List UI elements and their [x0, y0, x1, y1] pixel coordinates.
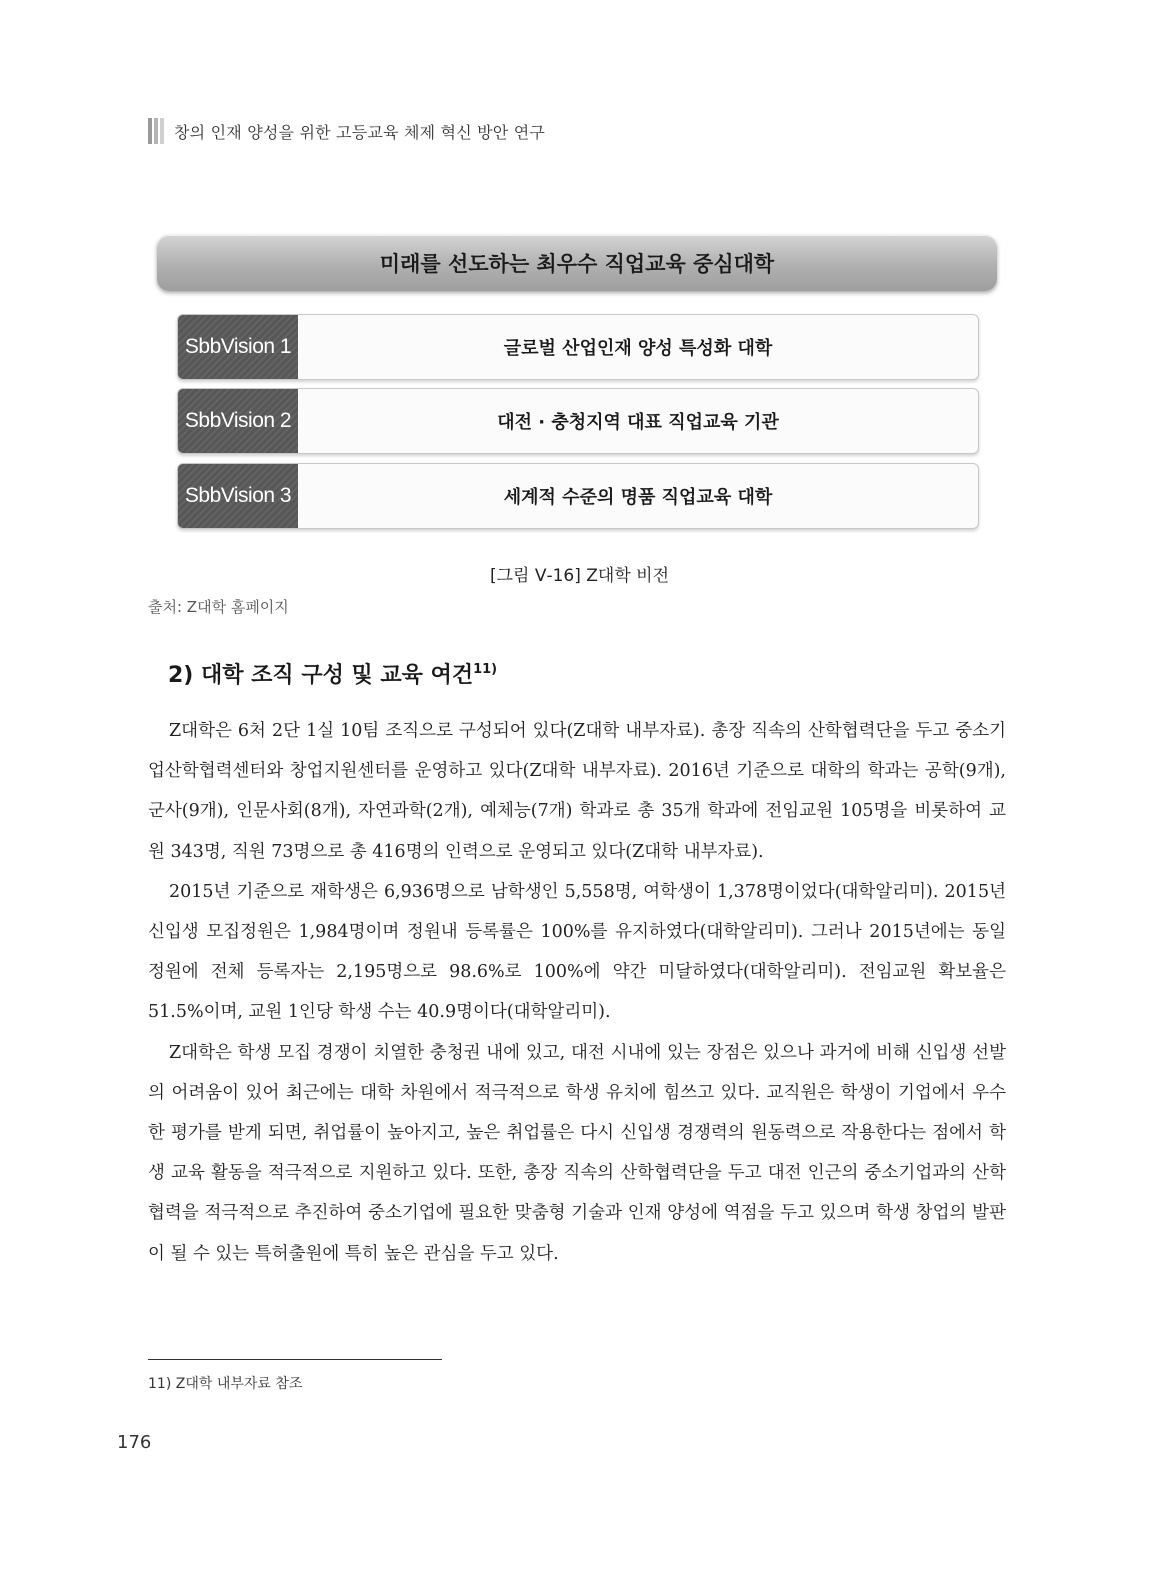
figure-source: 출처: Z대학 홈페이지 — [148, 598, 289, 616]
vision-text: 세계적 수준의 명품 직업교육 대학 — [503, 487, 773, 508]
header-bars-icon — [148, 118, 164, 144]
vision-row-1 — [177, 314, 979, 380]
page-number: 176 — [117, 1432, 152, 1453]
figure-main-title: 미래를 선도하는 최우수 직업교육 중심대학 — [157, 235, 997, 291]
footnote-divider — [148, 1359, 442, 1360]
vision-badge: SbbVision 3 — [178, 464, 298, 528]
vision-row-3 — [177, 463, 979, 529]
section-heading-text: 2) 대학 조직 구성 및 교육 여건 — [168, 663, 474, 688]
footnote: 11) Z대학 내부자료 참조 — [148, 1376, 303, 1392]
body-text — [148, 711, 1006, 1274]
figure-caption: [그림 Ⅴ-16] Z대학 비전 — [489, 566, 670, 586]
vision-text: 글로벌 산업인재 양성 특성화 대학 — [503, 338, 773, 359]
vision-badge: SbbVision 2 — [178, 389, 298, 453]
section-heading — [168, 658, 497, 689]
running-head-title: 창의 인재 양성을 위한 고등교육 체제 혁신 방안 연구 — [174, 122, 546, 142]
footnote-marker: 11) — [473, 662, 498, 677]
body-paragraph: 2015년 기준으로 재학생은 6,936명으로 남학생인 5,558명, 여학생이 1,378명이었다(대학알리미). 2015년 신입생 모집정원은 1,984명이며 정원내 등록률은 100%를 유지하였다(대학알리미). 그러나 2015년에는 동일 정원에 전체 등록자는 2,195명으로 98.6%로 100%에 약간 미달하였다(대학알리미). 전임교원 확보율은 51.5%이며, 교원 1인당 학생 수는 40.9명이다(대학알리미). — [148, 881, 1006, 1023]
vision-text: 대전 · 충청지역 대표 직업교육 기관 — [497, 412, 779, 433]
body-paragraph: Z대학은 학생 모집 경쟁이 치열한 충청권 내에 있고, 대전 시내에 있는 장점은 있으나 과거에 비해 신입생 선발의 어려움이 있어 최근에는 대학 차원에서 적극적으로 학생 유치에 힘쓰고 있다. 교직원은 학생이 기업에서 우수한 평가를 받게 되면, 취업률이 높아지고, 높은 취업률은 다시 신입생 경쟁력의 원동력으로 작용한다는 점에서 학생 교육 활동을 적극적으로 지원하고 있다. 또한, 총장 직속의 산학협력단을 두고 대전 인근의 중소기업과의 산학협력을 적극적으로 추진하여 중소기업에 필요한 맞춤형 기술과 인재 양성에 역점을 두고 있으며 학생 창업의 발판이 될 수 있는 특허출원에 특히 높은 관심을 두고 있다. — [148, 1042, 1006, 1264]
vision-badge: SbbVision 1 — [178, 315, 298, 379]
vision-row-2 — [177, 388, 979, 454]
running-head — [148, 118, 545, 144]
body-paragraph: Z대학은 6처 2단 1실 10팀 조직으로 구성되어 있다(Z대학 내부자료). 총장 직속의 산학협력단을 두고 중소기업산학협력센터와 창업지원센터를 운영하고 있다(Z대학 내부자료). 2016년 기준으로 대학의 학과는 공학(9개), 군사(9개), 인문사회(8개), 자연과학(2개), 예체능(7개) 학과로 총 35개 학과에 전임교원 105명을 비롯하여 교원 343명, 직원 73명으로 총 416명의 인력으로 운영되고 있다(Z대학 내부자료). — [148, 721, 1006, 862]
